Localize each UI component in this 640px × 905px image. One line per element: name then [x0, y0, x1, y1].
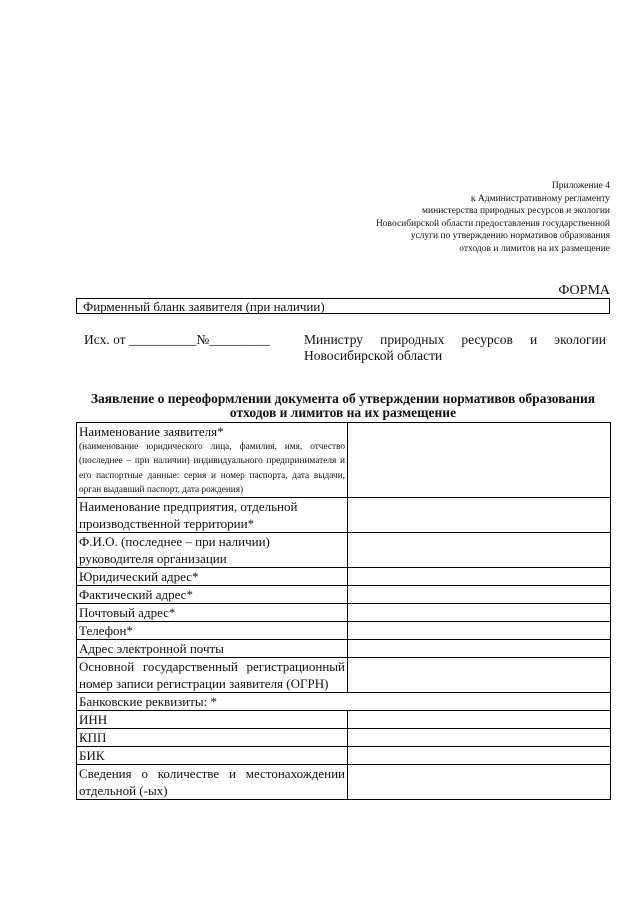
row-label: БИК: [77, 747, 348, 765]
table-row: [77, 658, 611, 693]
row-label: Наименование предприятия, отдельной производственной территории*: [77, 498, 348, 533]
appendix-line: отходов и лимитов на их размещение: [459, 243, 610, 254]
form-label: ФОРМА: [558, 283, 610, 298]
row-label: Почтовый адрес*: [77, 604, 348, 622]
appendix-line: министерства природных ресурсов и экологии: [422, 206, 610, 217]
table-row: [77, 747, 611, 765]
application-table: [76, 422, 611, 800]
row-value-field[interactable]: [348, 765, 611, 800]
row-value-field[interactable]: [348, 729, 611, 747]
table-row: [77, 711, 611, 729]
table-row: [77, 765, 611, 800]
table-row: [77, 568, 611, 586]
row-value-field[interactable]: [348, 658, 611, 693]
table-row: [77, 533, 611, 568]
row-value-field[interactable]: [348, 747, 611, 765]
table-row: [77, 640, 611, 658]
appendix-line: Приложение 4: [551, 181, 610, 191]
row-value-field[interactable]: [348, 423, 611, 498]
row-value-field[interactable]: [348, 622, 611, 640]
table-row: [77, 729, 611, 747]
row-label-note: (наименование юридического лица, фамилия, имя, отчество (последнее – при наличии) индивидуального предпринимателя и его паспортные данные: серия и номер паспорта, дата выдачи, орган выдавший паспорт, дата рождения): [79, 442, 345, 495]
row-value-field[interactable]: [348, 568, 611, 586]
document-title: Заявление о переоформлении документа об утверждении нормативов образования отходов и лимитов на их размещение: [90, 391, 596, 420]
appendix-header: [310, 180, 610, 256]
row-label: Фактический адрес*: [77, 586, 348, 604]
row-value-field[interactable]: [348, 640, 611, 658]
row-label-text: Наименование заявителя*: [79, 424, 224, 439]
row-label: Основной государственный регистрационный номер записи регистрации заявителя (ОГРН): [77, 658, 348, 693]
table-row: [77, 693, 611, 711]
table-row: [77, 498, 611, 533]
row-label: Адрес электронной почты: [77, 640, 348, 658]
row-value-field[interactable]: [348, 498, 611, 533]
appendix-line: Новосибирской области предоставления государственной: [375, 218, 610, 229]
addressee: Министру природных ресурсов и экологии Новосибирской области: [304, 332, 606, 363]
row-label: ИНН: [77, 711, 348, 729]
row-value-field[interactable]: [348, 604, 611, 622]
table-row: [77, 622, 611, 640]
row-value-field[interactable]: [348, 586, 611, 604]
section-header: Банковские реквизиты: *: [77, 693, 611, 711]
letterhead-box: Фирменный бланк заявителя (при наличии): [76, 298, 610, 314]
row-value-field[interactable]: [348, 533, 611, 568]
row-label: Ф.И.О. (последнее – при наличии) руководителя организации: [77, 533, 348, 568]
row-label: Сведения о количестве и местонахождении отдельной (-ых): [77, 765, 348, 800]
row-label: [77, 423, 348, 498]
table-row: [77, 604, 611, 622]
row-label: Юридический адрес*: [77, 568, 348, 586]
row-label: Телефон*: [77, 622, 348, 640]
appendix-line: к Административному регламенту: [470, 193, 610, 204]
row-value-field[interactable]: [348, 711, 611, 729]
outgoing-number: Исх. от __________№_________: [84, 332, 271, 347]
row-label: КПП: [77, 729, 348, 747]
table-row: [77, 586, 611, 604]
table-row: [77, 423, 611, 498]
appendix-line: услуги по утверждению нормативов образования: [410, 231, 610, 242]
